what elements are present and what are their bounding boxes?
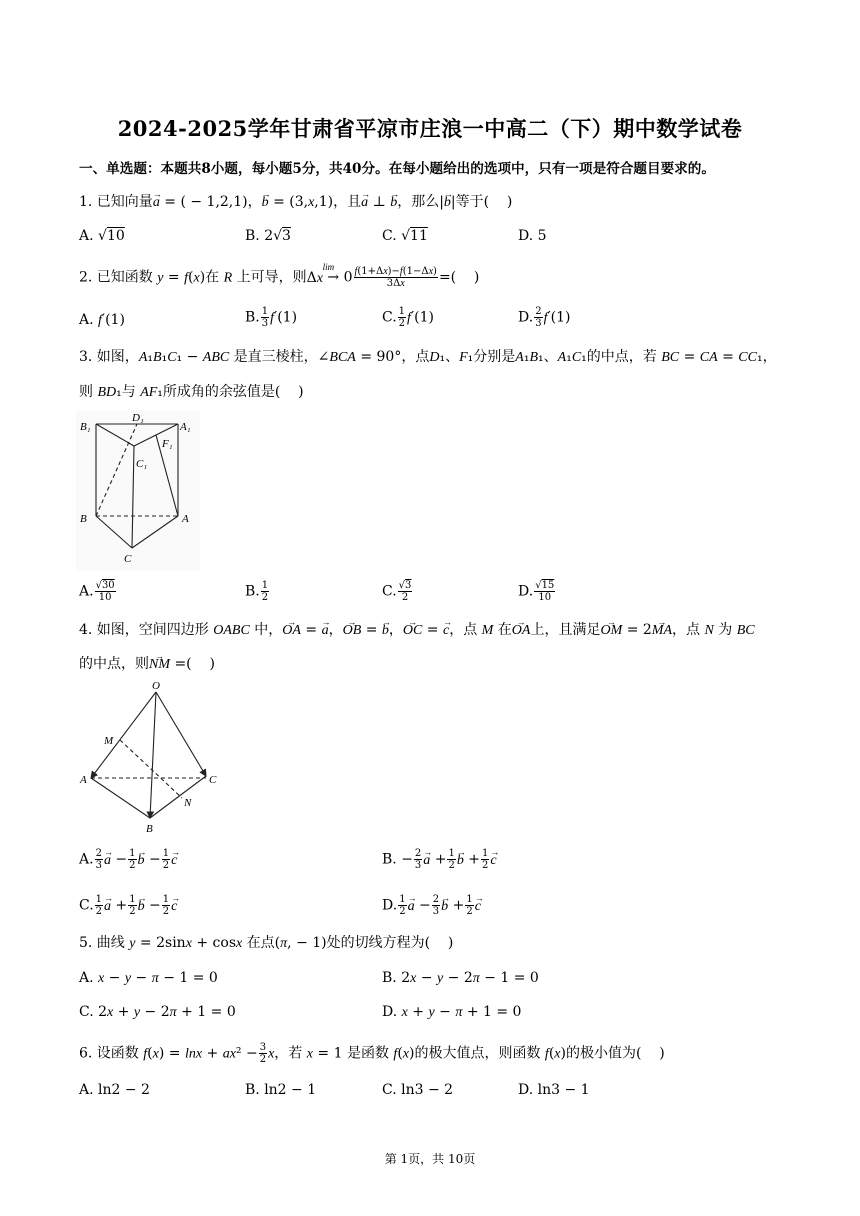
q2-option-c[interactable]: C. $\frac{1}{2}$ f′(1) xyxy=(382,306,434,329)
q5-option-b[interactable]: B. 2x − y − 2π − 1 = 0 xyxy=(382,970,539,986)
q3-option-d[interactable]: D. $\frac{√15}{10}$ xyxy=(518,580,555,603)
question-4-stem-line1: 4. 如图，空间四边形 OABC 中，→ OA = → a，→ OB = → b，→ OC = → c，点 M 在→ OA上，且满足→ OM = 2→ MA，点 N 为 BC xyxy=(79,621,755,640)
q6-option-b[interactable]: B. ln2 − 1 xyxy=(245,1082,317,1098)
q6-option-d[interactable]: D. ln3 − 1 xyxy=(518,1082,590,1098)
page-footer: 第 1页，共 10页 xyxy=(384,1152,476,1166)
tetrahedron-figure xyxy=(78,680,228,838)
question-2-stem: 2. 已知函数 y = f(x)在 R 上可导，则Δx lim → 0 $\frac{f(1+\Delta x)-f(1-\Delta x)}{3\Delta x}$ =( ) xyxy=(79,261,480,289)
q1-option-c[interactable]: C. √11 xyxy=(382,228,428,244)
q3-option-c[interactable]: C. $\frac{√3}{2}$ xyxy=(382,580,412,603)
label-n: N xyxy=(184,797,192,809)
label-a1: A₁ xyxy=(180,421,191,433)
question-3-stem-line2: 则 BD₁与 AF₁所成角的余弦值是( ) xyxy=(79,384,304,400)
q6-option-a[interactable]: A. ln2 − 2 xyxy=(79,1082,150,1098)
question-6-stem: 6. 设函数 f(x) = lnx + ax² − $\frac{3}{2}$ x，若 x = 1 是函数 f(x)的极大值点，则函数 f(x)的极小值为( ) xyxy=(79,1042,665,1065)
q4-option-b[interactable]: B. − $\frac{2}{3}$ → a + $\frac{1}{2}$ → b + $\frac{1}{2}$ → c xyxy=(382,848,497,871)
q2-option-b[interactable]: B. $\frac{1}{3}$ f′(1) xyxy=(245,306,298,329)
label-c: C xyxy=(209,774,217,786)
q4-option-d[interactable]: D. $\frac{1}{2}$ → a − $\frac{2}{3}$ → b + $\frac{1}{2}$ → c xyxy=(382,894,481,917)
label-f1: F₁ xyxy=(162,438,173,450)
q2-option-a[interactable]: A. f′(1) xyxy=(79,312,125,328)
q3-option-b[interactable]: B. $\frac{1}{2}$ xyxy=(245,580,269,603)
label-o: O xyxy=(152,680,160,692)
label-d1: D₁ xyxy=(132,412,144,424)
label-b1: B₁ xyxy=(80,421,91,433)
label-a: A xyxy=(182,513,189,525)
q6-option-c[interactable]: C. ln3 − 2 xyxy=(382,1082,454,1098)
q1-option-a[interactable]: A. √10 xyxy=(79,228,125,244)
label-m: M xyxy=(104,735,114,747)
question-5-stem: 5. 曲线 y = 2sinx + cosx 在点(π, − 1)处的切线方程为( ) xyxy=(79,935,454,951)
q4-option-a[interactable]: A. $\frac{2}{3}$ → a − $\frac{1}{2}$ → b − $\frac{1}{2}$ → c xyxy=(79,848,177,871)
label-c1: C₁ xyxy=(136,458,148,470)
q1-option-b[interactable]: B. 2√3 xyxy=(245,228,291,244)
q5-option-c[interactable]: C. 2x + y − 2π + 1 = 0 xyxy=(79,1004,236,1020)
q5-option-d[interactable]: D. x + y − π + 1 = 0 xyxy=(382,1004,522,1020)
question-1-stem: 1. 已知向量→ a = ( − 1,2,1)，→ b = (3,x,1)，且→ a ⊥ → b，那么|→ b|等于( ) xyxy=(79,193,512,212)
q5-option-a[interactable]: A. x − y − π − 1 = 0 xyxy=(79,970,218,986)
question-4-stem-line2: 的中点，则→ NM =( ) xyxy=(79,655,215,674)
label-c: C xyxy=(124,553,132,565)
prism-figure xyxy=(76,410,200,570)
q4-option-c[interactable]: C. $\frac{1}{2}$ → a + $\frac{1}{2}$ → b − $\frac{1}{2}$ → c xyxy=(79,894,177,917)
exam-title: 2024-2025学年甘肃省平凉市庄浪一中高二（下）期中数学试卷 xyxy=(117,116,743,141)
question-3-stem-line1: 3. 如图，A₁B₁C₁ − ABC 是直三棱柱，∠BCA = 90°，点D₁、F₁分别是A₁B₁、A₁C₁的中点，若 BC = CA = CC₁， xyxy=(79,349,777,365)
section-heading: 一、单选题：本题共8小题，每小题5分，共40分。在每小题给出的选项中，只有一项是符合题目要求的。 xyxy=(79,161,715,177)
label-a: A xyxy=(80,774,87,786)
label-b: B xyxy=(146,823,153,835)
q3-option-a[interactable]: A. $\frac{√30}{10}$ xyxy=(79,580,115,603)
q2-option-d[interactable]: D. $\frac{2}{3}$ f′(1) xyxy=(518,306,571,329)
q1-option-d[interactable]: D. 5 xyxy=(518,228,547,244)
label-b: B xyxy=(80,513,87,525)
